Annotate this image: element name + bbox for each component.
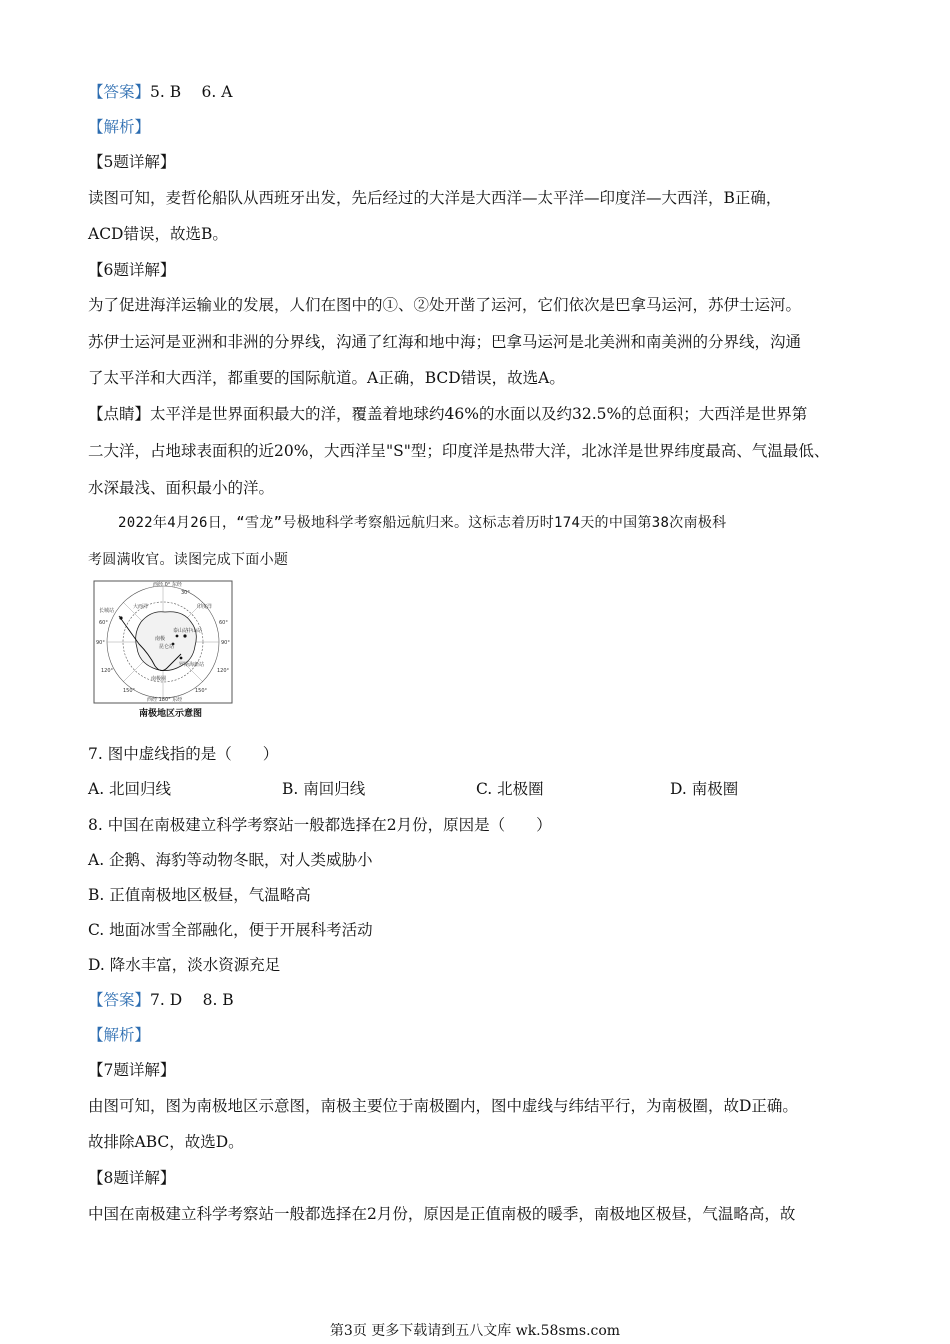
answer-tag-2: 【答案】	[88, 991, 151, 1009]
lon-60w-label: 60°	[99, 620, 108, 626]
lon-90w-label: 90°	[96, 640, 105, 646]
answer-text-2: 7. D 8. B	[150, 991, 234, 1009]
q7-explanation-line-2: 故排除ABC，故选D。	[88, 1133, 244, 1151]
zhongshan-label: 中山站	[187, 628, 203, 634]
q6-heading: 【6题详解】	[88, 261, 176, 279]
q8-option-a: A. 企鹅、海豹等动物冬眠，对人类威胁小	[88, 851, 373, 869]
answer-tag: 【答案】	[88, 83, 151, 101]
q8-option-c: C. 地面冰雪全部融化，便于开展科考活动	[88, 921, 373, 939]
q7-option-c: C. 北极圈	[476, 780, 544, 798]
q7-option-d: D. 南极圈	[670, 780, 739, 798]
lon-90e-label: 90°	[221, 640, 230, 646]
intro-line-1: 2022年4月26日，“雪龙”号极地科学考察船远航归来。这标志着历时174天的中国第38次南极科	[118, 515, 727, 531]
q8-option-b: B. 正值南极地区极昼，气温略高	[88, 886, 311, 904]
q5-heading: 【5题详解】	[88, 153, 176, 171]
answer-line-1	[88, 82, 232, 102]
changcheng-station-dot	[119, 616, 122, 619]
taishan-station-dot	[176, 635, 179, 638]
map-top-label: 西经 0° 东经	[153, 582, 182, 588]
q5-explanation-line-1: 读图可知，麦哲伦船队从西班牙出发，先后经过的大洋是大西洋—太平洋—印度洋—大西洋，B正确，	[88, 189, 782, 207]
tip-line-2: 二大洋，占地球表面积的近20%，大西洋呈"S"型；印度洋是热带大洋，北冰洋是世界纬度最高、气温最低、	[88, 442, 830, 460]
q6-explanation-line-1: 为了促进海洋运输业的发展，人们在图中的①、②处开凿了运河，它们依次是巴拿马运河，苏伊士运河。	[88, 296, 802, 314]
antarctic-circle-label: 南极圈	[151, 676, 167, 682]
analysis-tag-2: 【解析】	[88, 1026, 151, 1044]
lon-150w-label: 150°	[123, 688, 136, 694]
map-bottom-label: 西经 180° 东经	[147, 697, 183, 703]
antarctica-map	[93, 580, 238, 720]
q7-option-a: A. 北回归线	[88, 780, 172, 798]
tip-line-3: 水深最浅、面积最小的洋。	[88, 479, 275, 497]
map-caption: 南极地区示意图	[139, 709, 203, 719]
q8-explanation-line-1: 中国在南极建立科学考察站一般都选择在2月份，原因是正值南极的暖季，南极地区极昼，气温略高，故	[88, 1205, 796, 1223]
changcheng-label: 长城站	[99, 608, 115, 614]
tip-text-1: 太平洋是世界面积最大的洋，覆盖着地球约46%的水面以及约32.5%的总面积；大西洋是世界第	[150, 405, 808, 423]
lon-150e-label: 150°	[195, 688, 208, 694]
q7-stem: 7. 图中虚线指的是（ ）	[88, 745, 279, 763]
antarctica-map-figure	[93, 580, 238, 720]
lon-120w-label: 120°	[101, 668, 114, 674]
q7-option-b: B. 南回归线	[282, 780, 366, 798]
taishan-label: 泰山站	[173, 628, 189, 634]
lon-60e-label: 60°	[219, 620, 228, 626]
south-pole-label: 南极	[155, 636, 166, 642]
q7-explanation-line-1: 由图可知，图为南极地区示意图，南极主要位于南极圈内，图中虚线与纬结平行，为南极圈，故D正确。	[88, 1097, 798, 1115]
q5-explanation-line-2: ACD错误，故选B。	[88, 225, 228, 243]
answer-text: 5. B 6. A	[150, 83, 233, 101]
answer-line-2	[88, 990, 234, 1010]
tip-line-1	[88, 404, 807, 424]
ocean-indian-label: 印度洋	[197, 604, 213, 610]
lon-120e-label: 120°	[217, 668, 230, 674]
intro-line-2: 考圆满收官。读图完成下面小题	[88, 552, 289, 568]
lon-30-label: 30°	[181, 590, 190, 596]
tip-tag: 【点睛】	[88, 405, 151, 423]
kunlun-label: 昆仑站	[159, 644, 175, 650]
q6-explanation-line-3: 了太平洋和大西洋，都重要的国际航道。A正确，BCD错误，故选A。	[88, 369, 565, 387]
q8-option-d: D. 降水丰富，淡水资源充足	[88, 956, 281, 974]
q6-explanation-line-2: 苏伊士运河是亚洲和非洲的分界线，沟通了红海和地中海；巴拿马运河是北美洲和南美洲的分界线，沟通	[88, 333, 802, 351]
q8-heading: 【8题详解】	[88, 1169, 176, 1187]
ross-sea-station-dot	[180, 657, 183, 660]
page-footer: 第3页 更多下载请到五八文库 wk.58sms.com	[329, 1323, 621, 1339]
analysis-tag: 【解析】	[88, 118, 151, 136]
ocean-atlantic-label: 大西洋	[133, 604, 149, 610]
q7-heading: 【7题详解】	[88, 1061, 176, 1079]
zhongshan-station-dot	[183, 634, 186, 637]
q8-stem: 8. 中国在南极建立科学考察站一般都选择在2月份，原因是（ ）	[88, 816, 552, 834]
ross-sea-station-label: 罗斯海新站	[179, 662, 205, 668]
